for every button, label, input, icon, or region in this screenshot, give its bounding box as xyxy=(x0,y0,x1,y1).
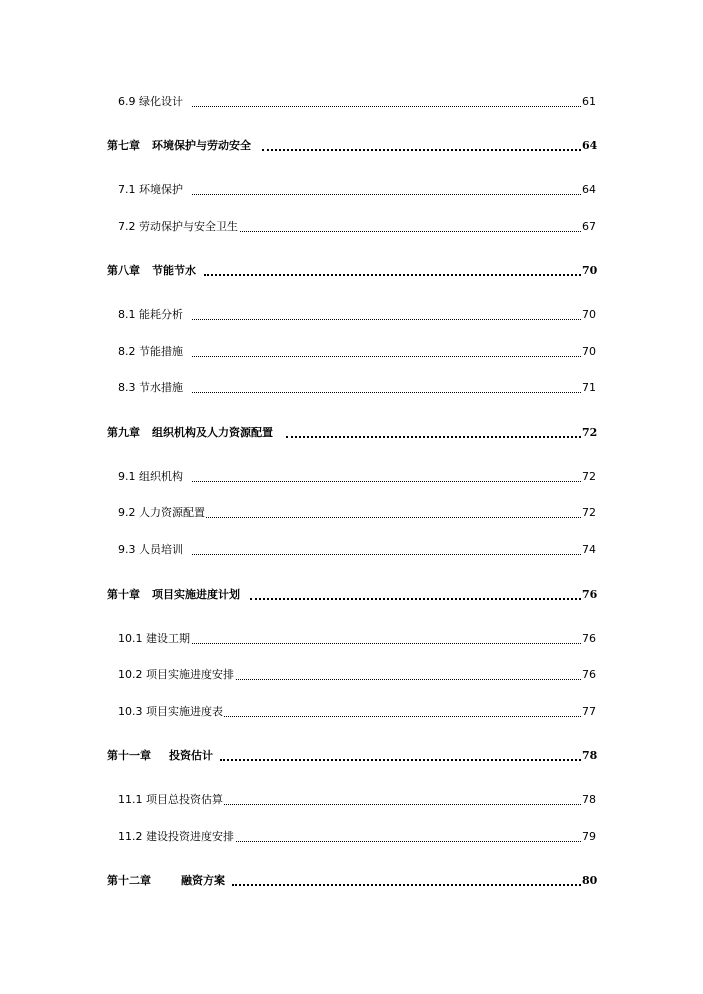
toc-entry-label: 7.2 劳动保护与安全卫生 xyxy=(118,220,238,233)
dot-leader xyxy=(192,356,585,357)
toc-entry-6-9[interactable] xyxy=(0,94,703,110)
toc-entry-9-3[interactable] xyxy=(0,542,703,558)
chapter-number: 第八章 xyxy=(107,264,140,277)
toc-page-number: 70 xyxy=(582,345,596,358)
toc-entry-label: 9.2 人力资源配置 xyxy=(118,506,205,519)
toc-entry-9-2[interactable] xyxy=(0,505,703,521)
toc-entry-9-1[interactable] xyxy=(0,469,703,485)
toc-chapter-12[interactable] xyxy=(0,873,703,889)
dot-leader xyxy=(192,481,585,482)
toc-entry-8-2[interactable] xyxy=(0,344,703,360)
toc-page-number: 61 xyxy=(582,95,596,108)
chapter-number: 第七章 xyxy=(107,139,140,152)
toc-entry-label: 8.1 能耗分析 xyxy=(118,308,183,321)
toc-entry-7-2[interactable] xyxy=(0,219,703,235)
toc-entry-7-1[interactable] xyxy=(0,182,703,198)
toc-chapter-7[interactable] xyxy=(0,138,703,154)
toc-chapter-10[interactable] xyxy=(0,587,703,603)
dot-leader xyxy=(262,149,585,151)
dot-leader xyxy=(192,319,585,320)
toc-entry-label: 9.1 组织机构 xyxy=(118,470,183,483)
toc-page-number: 72 xyxy=(582,470,596,483)
toc-page-number: 80 xyxy=(582,874,598,887)
toc-entry-label: 11.1 项目总投资估算 xyxy=(118,793,223,806)
chapter-title: 投资估计 xyxy=(169,749,213,762)
toc-entry-10-1[interactable] xyxy=(0,631,703,647)
toc-entry-8-1[interactable] xyxy=(0,307,703,323)
toc-page-number: 71 xyxy=(582,381,596,394)
chapter-title: 融资方案 xyxy=(181,874,225,887)
dot-leader xyxy=(192,231,585,232)
dot-leader xyxy=(192,517,585,518)
toc-entry-label: 7.1 环境保护 xyxy=(118,183,183,196)
toc-entry-label: 9.3 人员培训 xyxy=(118,543,183,556)
toc-entry-label: 11.2 建设投资进度安排 xyxy=(118,830,234,843)
chapter-title: 项目实施进度计划 xyxy=(152,588,240,601)
toc-entry-10-3[interactable] xyxy=(0,704,703,720)
toc-entry-8-3[interactable] xyxy=(0,380,703,396)
dot-leader xyxy=(192,679,585,680)
chapter-number: 第十一章 xyxy=(107,749,151,762)
dot-leader xyxy=(192,194,585,195)
dot-leader xyxy=(192,554,585,555)
chapter-number: 第十二章 xyxy=(107,874,151,887)
toc-page-number: 72 xyxy=(582,426,598,439)
chapter-title: 环境保护与劳动安全 xyxy=(152,139,251,152)
dot-leader xyxy=(192,106,585,107)
dot-leader xyxy=(192,804,585,805)
toc-entry-10-2[interactable] xyxy=(0,667,703,683)
chapter-number: 第九章 xyxy=(107,426,140,439)
toc-page-number: 78 xyxy=(582,793,596,806)
toc-chapter-9[interactable] xyxy=(0,425,703,441)
dot-leader xyxy=(192,841,585,842)
toc-entry-label: 8.2 节能措施 xyxy=(118,345,183,358)
dot-leader xyxy=(232,884,585,886)
toc-page-number: 70 xyxy=(582,308,596,321)
toc-chapter-8[interactable] xyxy=(0,263,703,279)
toc-page-number: 67 xyxy=(582,220,596,233)
toc-page-number: 72 xyxy=(582,506,596,519)
dot-leader xyxy=(192,716,585,717)
dot-leader xyxy=(220,759,585,761)
toc-page-number: 74 xyxy=(582,543,596,556)
toc-entry-label: 10.3 项目实施进度表 xyxy=(118,705,223,718)
toc-entry-label: 10.2 项目实施进度安排 xyxy=(118,668,234,681)
dot-leader xyxy=(204,274,585,276)
toc-page-number: 76 xyxy=(582,588,598,601)
toc-page-number: 78 xyxy=(582,749,598,762)
dot-leader xyxy=(286,436,585,438)
toc-page-number: 70 xyxy=(582,264,598,277)
chapter-title: 节能节水 xyxy=(152,264,196,277)
dot-leader xyxy=(192,643,585,644)
chapter-number: 第十章 xyxy=(107,588,140,601)
toc-page-number: 77 xyxy=(582,705,596,718)
toc-entry-label: 8.3 节水措施 xyxy=(118,381,183,394)
chapter-title: 组织机构及人力资源配置 xyxy=(152,426,273,439)
toc-page-number: 64 xyxy=(582,139,598,152)
toc-chapter-11[interactable] xyxy=(0,748,703,764)
toc-page-number: 76 xyxy=(582,668,596,681)
toc-entry-11-2[interactable] xyxy=(0,829,703,845)
toc-page-number: 79 xyxy=(582,830,596,843)
dot-leader xyxy=(192,392,585,393)
toc-entry-label: 6.9 绿化设计 xyxy=(118,95,183,108)
toc-entry-11-1[interactable] xyxy=(0,792,703,808)
toc-entry-label: 10.1 建设工期 xyxy=(118,632,190,645)
toc-page-number: 64 xyxy=(582,183,596,196)
toc-page-number: 76 xyxy=(582,632,596,645)
dot-leader xyxy=(250,598,585,600)
